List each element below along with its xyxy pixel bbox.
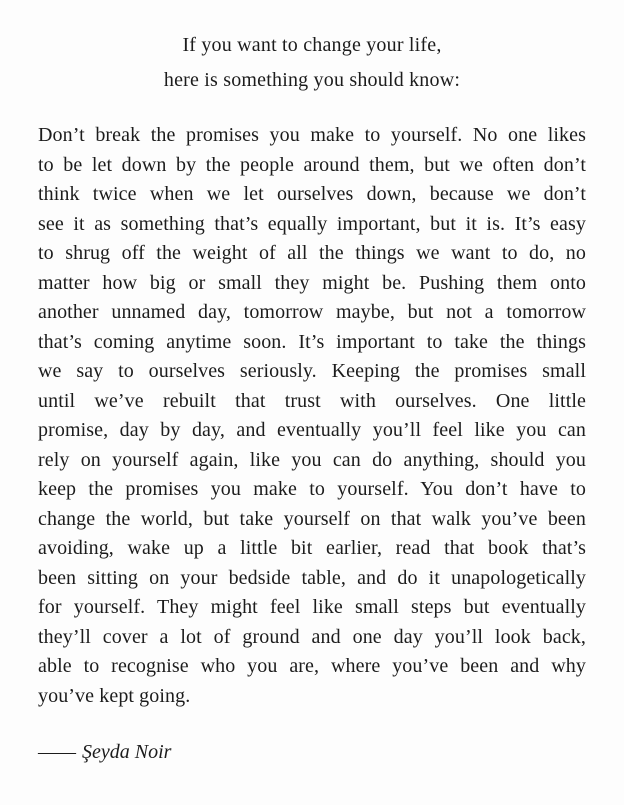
paragraph-line: keep the promises you make to yourself. You don’t have to bbox=[38, 478, 586, 500]
paragraph-line: you’ve kept going. bbox=[38, 684, 191, 707]
paragraph-line: Don’t break the promises you make to yourself. No one likes bbox=[38, 124, 586, 146]
paragraph-line: for yourself. They might feel like small steps but eventually bbox=[38, 596, 586, 618]
paragraph-line: matter how big or small they might be. Pushing them onto bbox=[38, 271, 586, 294]
paragraph-line: they’ll cover a lot of ground and one day you’ll look back, bbox=[38, 625, 586, 648]
paragraph-line: been sitting on your bedside table, and do it unapologetically bbox=[38, 566, 586, 589]
attribution-name: Şeyda Noir bbox=[82, 741, 172, 763]
header-line: If you want to change your life, bbox=[182, 34, 442, 56]
paragraph-line: think twice when we let ourselves down, because we don’t bbox=[38, 183, 586, 205]
header-line: here is something you should know: bbox=[163, 69, 461, 91]
paragraph-line: another unnamed day, tomorrow maybe, but not a tomorrow bbox=[38, 301, 586, 323]
quote-body bbox=[38, 121, 586, 711]
paragraph-line: that’s coming anytime soon. It’s important to take the things bbox=[38, 330, 586, 353]
paragraph-line: until we’ve rebuilt that trust with ourselves. One little bbox=[38, 389, 586, 412]
paragraph-line: able to recognise who you are, where you’ve been and why bbox=[38, 655, 586, 677]
paragraph-line: to shrug off the weight of all the things we want to do, no bbox=[38, 242, 586, 264]
quote-header bbox=[0, 28, 624, 98]
paragraph-line: change the world, but take yourself on that walk you’ve been bbox=[38, 507, 586, 530]
paragraph-line: see it as something that’s equally important, but it is. It’s easy bbox=[38, 212, 586, 235]
paragraph-line: avoiding, wake up a little bit earlier, read that book that’s bbox=[38, 537, 586, 559]
attribution-dash: —— bbox=[38, 741, 74, 763]
paragraph-line: we say to ourselves seriously. Keeping the promises small bbox=[38, 360, 586, 382]
paragraph-line: rely on yourself again, like you can do anything, should you bbox=[38, 448, 586, 471]
attribution bbox=[38, 738, 171, 766]
paragraph-line: to be let down by the people around them, but we often don’t bbox=[38, 153, 586, 176]
paragraph-line: promise, day by day, and eventually you’ll feel like you can bbox=[38, 419, 586, 441]
